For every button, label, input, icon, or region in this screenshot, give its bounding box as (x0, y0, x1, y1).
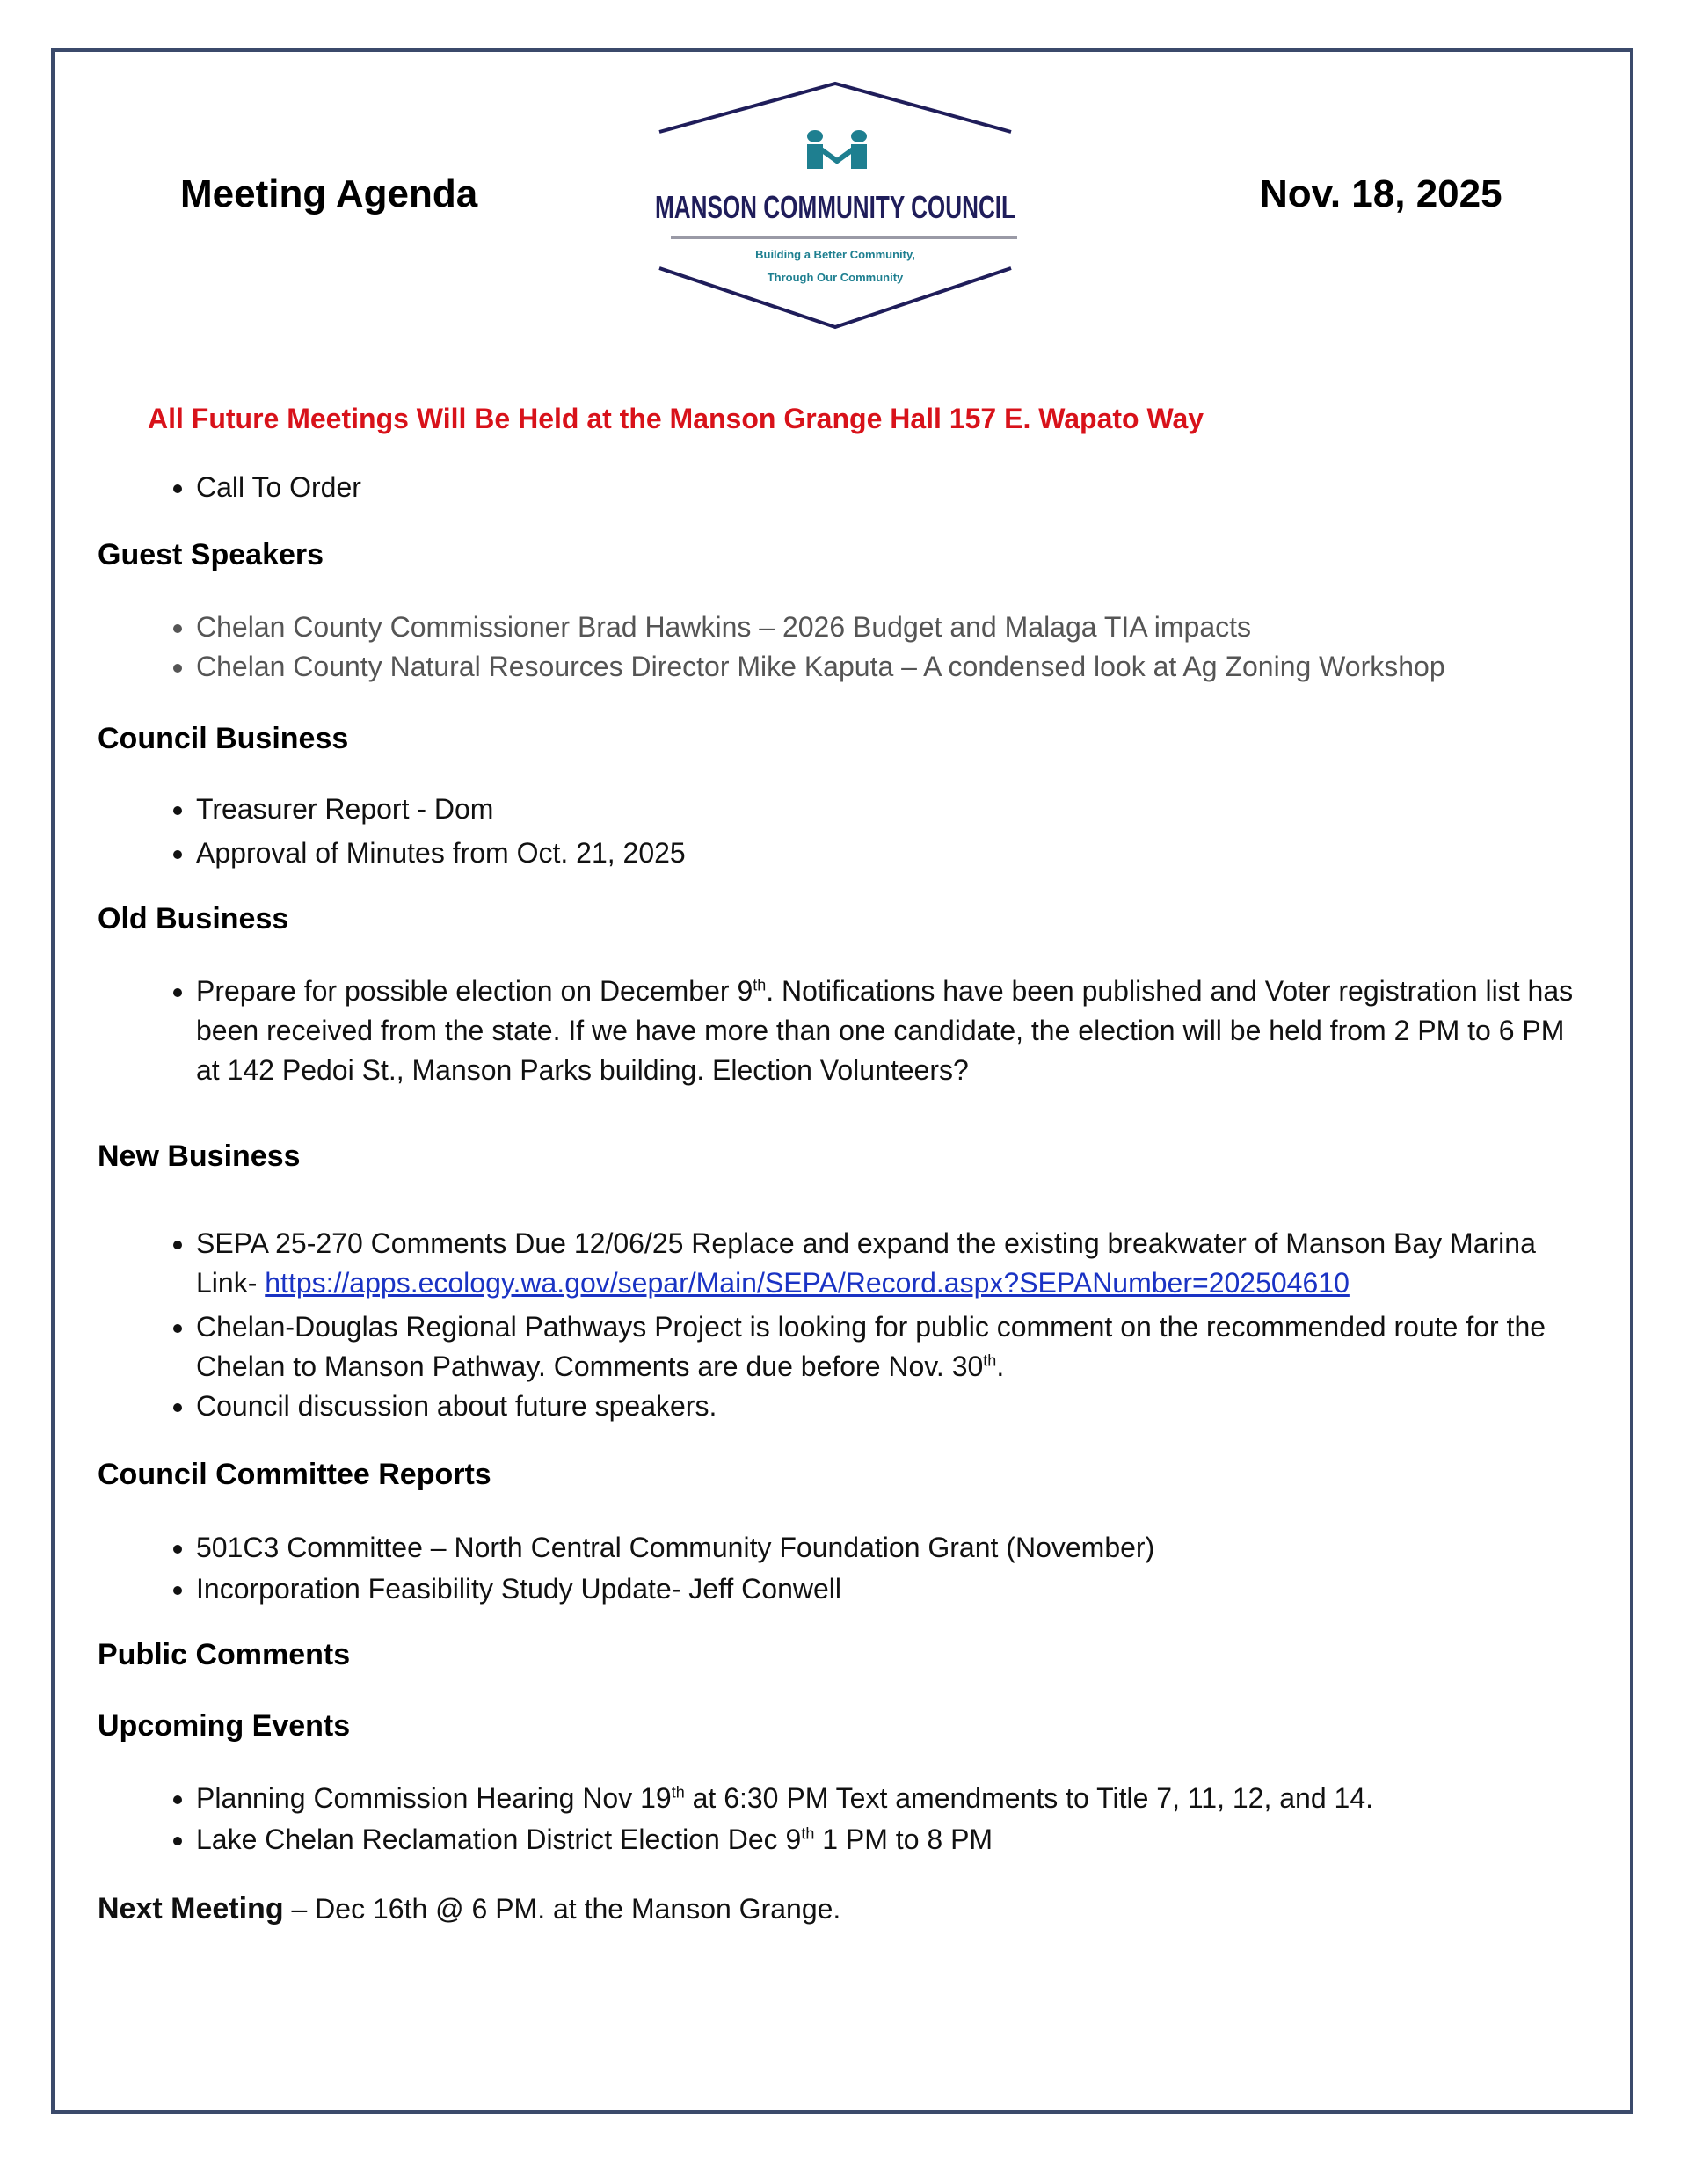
section-heading: Old Business (98, 902, 289, 935)
sepa-record-link[interactable]: https://apps.ecology.wa.gov/separ/Main/SEPA/Record.aspx?SEPANumber=202504610 (265, 1267, 1350, 1299)
committee-reports-list (155, 1527, 1585, 1610)
list-item: • 501C3 Committee – North Central Community Foundation Grant (November) (196, 1527, 1585, 1569)
old-business-list (155, 972, 1585, 1090)
next-meeting: Next Meeting – Dec 16th @ 6 PM. at the Manson Grange. (98, 1892, 841, 1926)
section-heading: Upcoming Events (98, 1709, 351, 1743)
list-item: • Lake Chelan Reclamation District Election Dec 9th 1 PM to 8 PM (196, 1819, 1585, 1860)
guest-speakers-list (155, 608, 1585, 687)
list-item: • Approval of Minutes from Oct. 21, 2025 (196, 831, 1585, 875)
list-item: • Call To Order (196, 468, 1585, 507)
section-heading: Council Committee Reports (98, 1458, 491, 1491)
list-item: • Chelan County Natural Resources Director Mike Kaputa – A condensed look at Ag Zoning Workshop (196, 647, 1585, 687)
svg-text:Building a Better Community,: Building a Better Community, (755, 248, 915, 261)
handshake-icon (807, 130, 867, 169)
list-item: • Incorporation Feasibility Study Update- Jeff Conwell (196, 1569, 1585, 1610)
page-title: Meeting Agenda (180, 172, 478, 215)
meeting-date: Nov. 18, 2025 (1260, 172, 1502, 215)
list-item: • Chelan County Commissioner Brad Hawkins – 2026 Budget and Malaga TIA impacts (196, 608, 1585, 647)
section-heading: Guest Speakers (98, 538, 324, 571)
list-item: • Council discussion about future speakers. (196, 1387, 1585, 1426)
council-business-list (155, 787, 1585, 875)
list-item: • Treasurer Report - Dom (196, 787, 1585, 831)
upcoming-events-list (155, 1778, 1585, 1860)
section-heading: Council Business (98, 722, 349, 755)
new-business-list (155, 1224, 1585, 1426)
meeting-location-notice: All Future Meetings Will Be Held at the Manson Grange Hall 157 E. Wapato Way (148, 403, 1204, 434)
list-item: • Prepare for possible election on December 9th. Notifications have been published and Voter registration list has been received from the state. If we have more than one candidate, the election will be held from 2 PM to 6 PM at 142 Pedoi St., Manson Parks building. Election Volunteers? (196, 972, 1585, 1090)
section-heading: Public Comments (98, 1638, 351, 1671)
list-item: • Planning Commission Hearing Nov 19th at 6:30 PM Text amendments to Title 7, 11, 12, and 14. (196, 1778, 1585, 1819)
list-item: • Chelan-Douglas Regional Pathways Project is looking for public comment on the recommended route for the Chelan to Manson Pathway. Comments are due before Nov. 30th. (196, 1307, 1585, 1387)
call-to-order-list (155, 468, 1585, 507)
manson-community-council-logo (646, 79, 1024, 334)
svg-text:Through Our Community: Through Our Community (767, 271, 904, 284)
section-heading: New Business (98, 1139, 301, 1173)
svg-text:MANSON COMMUNITY COUNCIL: MANSON COMMUNITY COUNCIL (655, 189, 1015, 225)
list-item: • SEPA 25-270 Comments Due 12/06/25 Replace and expand the existing breakwater of Manson Bay Marina Link- https://apps.ecology.wa.gov/separ/Main/SEPA/Record.aspx?SEPANumber=202504610 (196, 1224, 1585, 1303)
